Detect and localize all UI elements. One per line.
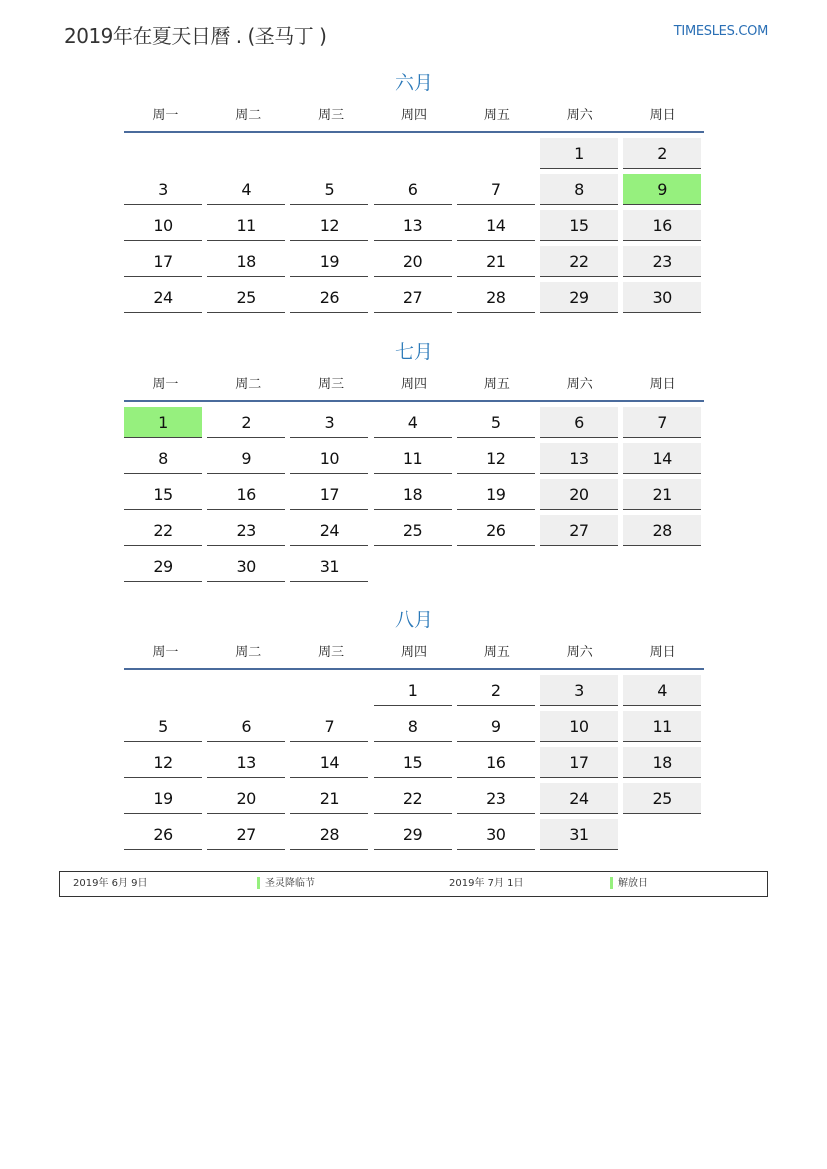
- day-cell[interactable]: 8: [124, 443, 202, 474]
- month-title: 八月: [394, 609, 433, 631]
- day-cell[interactable]: 14: [290, 747, 368, 778]
- weekday-label: 周四: [401, 645, 428, 660]
- legend-holiday: [610, 872, 648, 896]
- day-cell[interactable]: 15: [124, 479, 202, 510]
- holiday-color-marker: [610, 877, 613, 889]
- day-cell[interactable]: 15: [374, 747, 452, 778]
- weekday-label: 周日: [649, 645, 676, 660]
- day-cell[interactable]: 5: [290, 174, 368, 205]
- weekday-label: 周日: [649, 377, 676, 392]
- day-cell[interactable]: 12: [457, 443, 535, 474]
- holiday-color-marker: [257, 877, 260, 889]
- legend-holiday-name: 解放日: [618, 878, 648, 889]
- weekday-label: 周二: [235, 108, 262, 123]
- day-cell[interactable]: 14: [457, 210, 535, 241]
- day-cell[interactable]: 7: [290, 711, 368, 742]
- holiday-day-cell[interactable]: 1: [124, 407, 202, 438]
- day-cell[interactable]: 13: [207, 747, 285, 778]
- empty-day-cell: [457, 138, 535, 168]
- day-cell[interactable]: 3: [290, 407, 368, 438]
- day-cell[interactable]: 13: [374, 210, 452, 241]
- day-cell[interactable]: 17: [540, 747, 618, 778]
- day-cell[interactable]: 17: [290, 479, 368, 510]
- day-cell[interactable]: 21: [457, 246, 535, 277]
- day-cell[interactable]: 19: [457, 479, 535, 510]
- day-cell[interactable]: 20: [207, 783, 285, 814]
- day-cell[interactable]: 18: [623, 747, 701, 778]
- weekday-label: 周四: [401, 377, 428, 392]
- day-cell[interactable]: 18: [207, 246, 285, 277]
- weekday-label: 周五: [483, 108, 510, 123]
- day-cell[interactable]: 16: [207, 479, 285, 510]
- day-cell[interactable]: 19: [290, 246, 368, 277]
- day-cell[interactable]: 4: [374, 407, 452, 438]
- day-cell[interactable]: 28: [290, 819, 368, 850]
- weekday-label: 周三: [318, 645, 345, 660]
- day-cell[interactable]: 30: [457, 819, 535, 850]
- weekday-label: 周五: [483, 377, 510, 392]
- day-cell[interactable]: 24: [124, 282, 202, 313]
- day-cell[interactable]: 1: [374, 675, 452, 706]
- weekday-header: [124, 376, 704, 402]
- day-grid: [124, 138, 704, 313]
- weekday-label: 周日: [649, 108, 676, 123]
- day-cell[interactable]: 2: [457, 675, 535, 706]
- day-cell[interactable]: 12: [124, 747, 202, 778]
- legend-holiday: [257, 872, 315, 896]
- empty-day-cell: [374, 138, 452, 168]
- weekday-header: [124, 644, 704, 670]
- day-cell[interactable]: 10: [540, 711, 618, 742]
- day-cell[interactable]: 19: [124, 783, 202, 814]
- day-cell[interactable]: 22: [540, 246, 618, 277]
- day-cell[interactable]: 21: [623, 479, 701, 510]
- day-cell[interactable]: 3: [540, 675, 618, 706]
- day-cell[interactable]: 6: [207, 711, 285, 742]
- empty-day-cell: [290, 138, 368, 168]
- day-cell[interactable]: 26: [124, 819, 202, 850]
- day-cell[interactable]: 10: [124, 210, 202, 241]
- weekday-label: 周四: [401, 108, 428, 123]
- legend-date: 2019年 7月 1日: [449, 878, 524, 889]
- day-cell[interactable]: 5: [457, 407, 535, 438]
- day-cell[interactable]: 28: [623, 515, 701, 546]
- day-cell[interactable]: 12: [290, 210, 368, 241]
- day-cell[interactable]: 22: [374, 783, 452, 814]
- day-cell[interactable]: 24: [290, 515, 368, 546]
- holiday-day-cell[interactable]: 9: [623, 174, 701, 205]
- weekday-label: 周六: [566, 377, 593, 392]
- weekday-label: 周三: [318, 108, 345, 123]
- empty-day-cell: [290, 675, 368, 705]
- day-cell[interactable]: 6: [374, 174, 452, 205]
- day-cell[interactable]: 20: [374, 246, 452, 277]
- holiday-legend: [59, 871, 768, 897]
- day-cell[interactable]: 10: [290, 443, 368, 474]
- month-calendar-june: [124, 70, 704, 313]
- weekday-label: 周三: [318, 377, 345, 392]
- weekday-label: 周六: [566, 108, 593, 123]
- day-cell[interactable]: 13: [540, 443, 618, 474]
- weekday-label: 周一: [152, 645, 179, 660]
- day-cell[interactable]: 11: [207, 210, 285, 241]
- day-cell[interactable]: 30: [623, 282, 701, 313]
- day-cell[interactable]: 15: [540, 210, 618, 241]
- day-cell[interactable]: 23: [207, 515, 285, 546]
- weekday-label: 周五: [483, 645, 510, 660]
- day-cell[interactable]: 16: [623, 210, 701, 241]
- day-cell[interactable]: 2: [623, 138, 701, 169]
- day-cell[interactable]: 7: [457, 174, 535, 205]
- day-cell[interactable]: 4: [207, 174, 285, 205]
- weekday-label: 周六: [566, 645, 593, 660]
- site-link[interactable]: TIMESLES.COM: [673, 24, 768, 39]
- day-cell[interactable]: 24: [540, 783, 618, 814]
- empty-day-cell: [124, 675, 202, 705]
- day-cell[interactable]: 7: [623, 407, 701, 438]
- day-cell[interactable]: 27: [207, 819, 285, 850]
- day-cell[interactable]: 16: [457, 747, 535, 778]
- day-cell[interactable]: 8: [374, 711, 452, 742]
- day-cell[interactable]: 1: [540, 138, 618, 169]
- day-cell[interactable]: 29: [124, 551, 202, 582]
- day-cell[interactable]: 3: [124, 174, 202, 205]
- day-cell[interactable]: 2: [207, 407, 285, 438]
- day-grid: [124, 675, 704, 850]
- day-cell[interactable]: 28: [457, 282, 535, 313]
- empty-day-cell: [124, 138, 202, 168]
- day-cell[interactable]: 27: [374, 282, 452, 313]
- day-cell[interactable]: 26: [457, 515, 535, 546]
- month-title: 六月: [394, 72, 433, 94]
- day-cell[interactable]: 5: [124, 711, 202, 742]
- day-cell[interactable]: 9: [457, 711, 535, 742]
- weekday-header: [124, 107, 704, 133]
- day-cell[interactable]: 25: [374, 515, 452, 546]
- day-cell[interactable]: 14: [623, 443, 701, 474]
- weekday-label: 周一: [152, 108, 179, 123]
- day-cell[interactable]: 30: [207, 551, 285, 582]
- day-cell[interactable]: 23: [457, 783, 535, 814]
- weekday-label: 周一: [152, 377, 179, 392]
- day-cell[interactable]: 6: [540, 407, 618, 438]
- day-cell[interactable]: 22: [124, 515, 202, 546]
- day-cell[interactable]: 8: [540, 174, 618, 205]
- empty-day-cell: [207, 138, 285, 168]
- day-cell[interactable]: 27: [540, 515, 618, 546]
- empty-day-cell: [207, 675, 285, 705]
- day-cell[interactable]: 31: [290, 551, 368, 582]
- day-cell[interactable]: 11: [623, 711, 701, 742]
- day-cell[interactable]: 26: [290, 282, 368, 313]
- legend-holiday-name: 圣灵降临节: [265, 878, 315, 889]
- page-title: 2019年在夏天日曆 . (圣马丁 ): [64, 24, 327, 48]
- day-cell[interactable]: 29: [374, 819, 452, 850]
- day-cell[interactable]: 29: [540, 282, 618, 313]
- month-title: 七月: [394, 341, 433, 363]
- day-cell[interactable]: 18: [374, 479, 452, 510]
- day-cell[interactable]: 4: [623, 675, 701, 706]
- day-cell[interactable]: 17: [124, 246, 202, 277]
- day-cell[interactable]: 9: [207, 443, 285, 474]
- day-cell[interactable]: 23: [623, 246, 701, 277]
- day-cell[interactable]: 25: [207, 282, 285, 313]
- weekday-label: 周二: [235, 645, 262, 660]
- day-cell[interactable]: 20: [540, 479, 618, 510]
- day-cell[interactable]: 11: [374, 443, 452, 474]
- month-calendar-july: [124, 339, 704, 582]
- day-cell[interactable]: 31: [540, 819, 618, 850]
- legend-date: 2019年 6月 9日: [73, 878, 148, 889]
- month-calendar-august: [124, 607, 704, 850]
- day-cell[interactable]: 21: [290, 783, 368, 814]
- day-grid: [124, 407, 704, 582]
- day-cell[interactable]: 25: [623, 783, 701, 814]
- weekday-label: 周二: [235, 377, 262, 392]
